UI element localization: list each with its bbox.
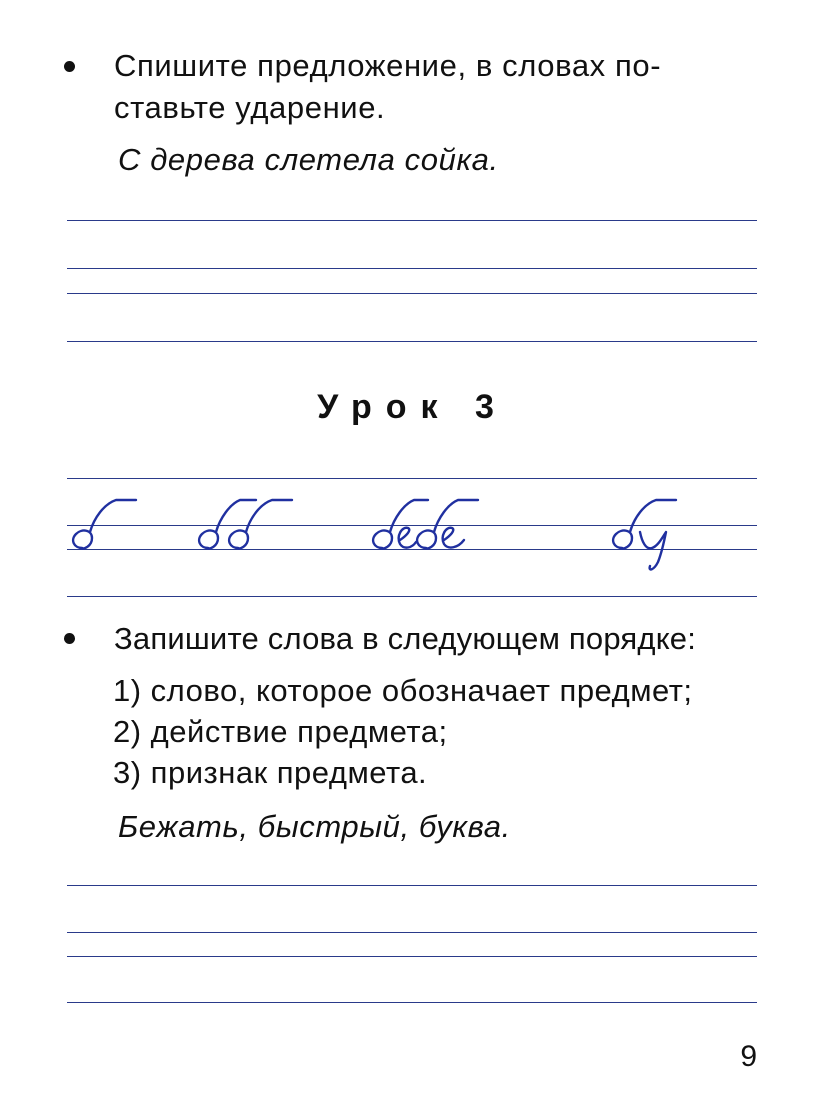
writing-line (67, 341, 757, 342)
writing-line (67, 932, 757, 933)
cursive-letter-b (73, 500, 136, 549)
bullet-icon (64, 633, 75, 644)
exercise2-instruction: Запишите слова в следующем порядке: (114, 621, 697, 656)
exercise1-instruction-line2: ставьте ударение. (114, 90, 386, 125)
writing-line (67, 596, 757, 597)
exercise2-list-item-3: 3) признак предмета. (113, 755, 428, 790)
lesson-title: Урок 3 (317, 388, 508, 426)
writing-line (67, 293, 757, 294)
writing-line (67, 268, 757, 269)
cursive-letters-bb (199, 500, 292, 549)
writing-line (67, 220, 757, 221)
bullet-icon (64, 61, 75, 72)
exercise2-list-item-1: 1) слово, которое обозначает предмет; (113, 673, 693, 708)
page-number: 9 (740, 1040, 757, 1073)
cursive-sample (60, 470, 760, 580)
cursive-letters-bebe (373, 500, 478, 549)
exercise1-instruction-line1: Спишите предложение, в словах по- (114, 48, 662, 83)
cursive-letters-bu (613, 500, 676, 569)
writing-line (67, 1002, 757, 1003)
exercise2-words: Бежать, быстрый, буква. (118, 809, 511, 844)
writing-line (67, 885, 757, 886)
writing-line (67, 956, 757, 957)
exercise1-sentence: С дерева слетела сойка. (118, 142, 499, 177)
exercise2-list-item-2: 2) действие предмета; (113, 714, 448, 749)
